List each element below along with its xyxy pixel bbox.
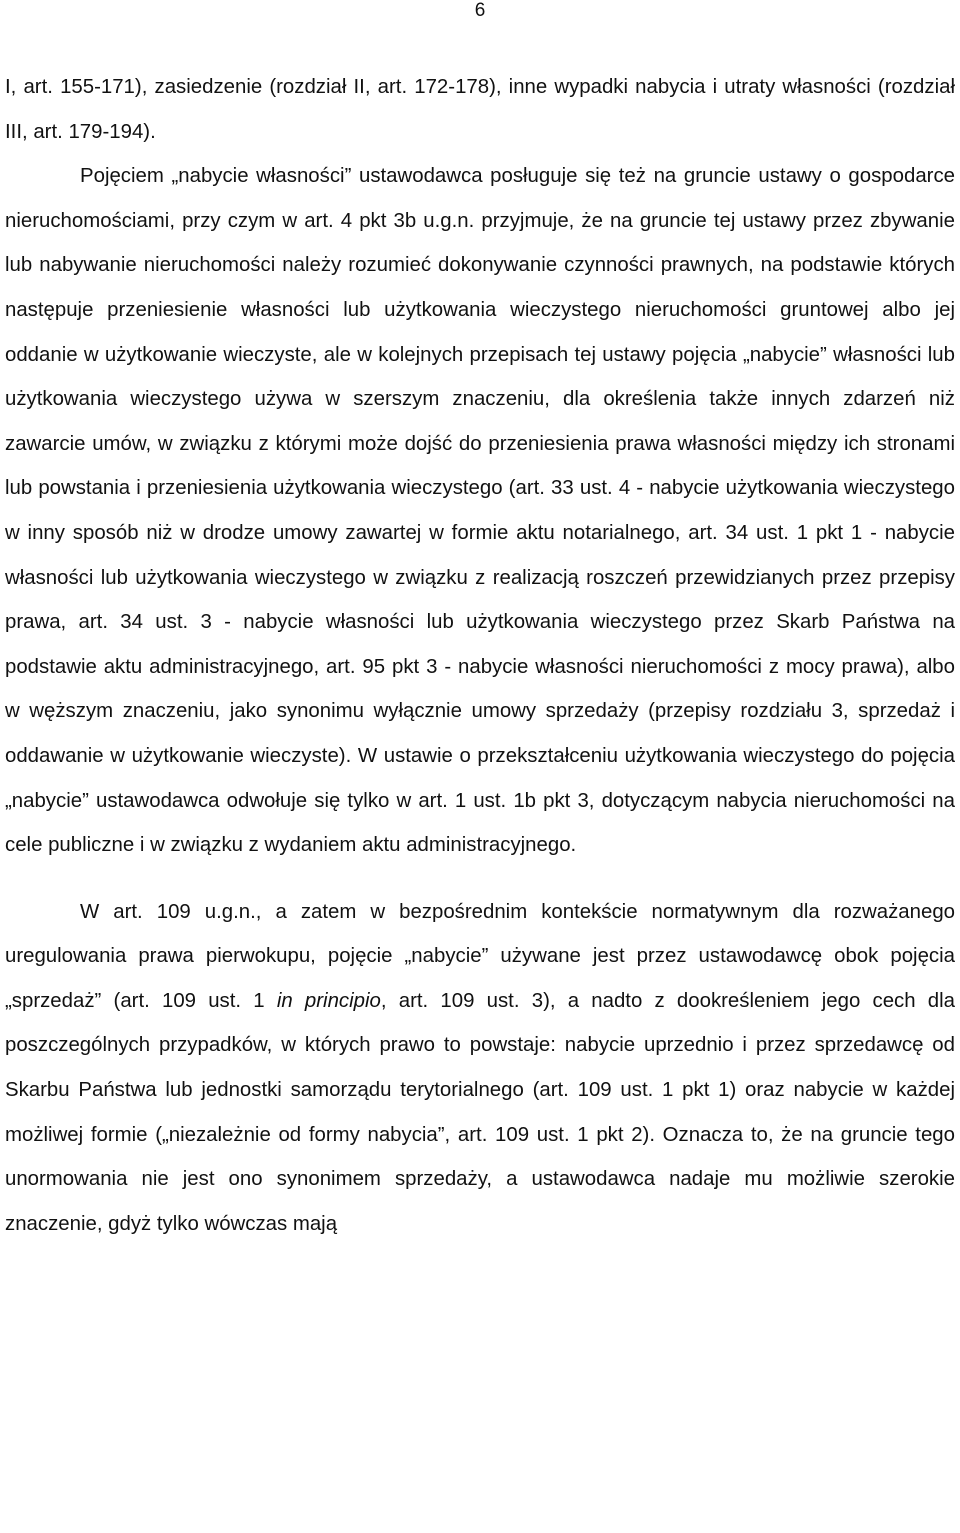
paragraph-spacer [5,868,955,890]
document-body [5,65,955,1246]
paragraph-continuation [5,65,955,154]
paragraph-text: , art. 109 ust. 3), a nadto z dookreśleniem jego cech dla poszczególnych przypadków, w których prawo to powstaje: nabycie uprzednio i przez sprzedawcę od Skarbu Państwa lub jednostki samorządu terytorialnego (art. 109 ust. 1 pkt 1) oraz nabycie w każdej możliwej formie („niezależnie od formy nabycia”, art. 109 ust. 1 pkt 2). Oznacza to, że na gruncie tego unormowania nie jest ono synonimem sprzedaży, a ustawodawca nadaje mu możliwie szerokie znaczenie, gdyż tylko wówczas mają [5,989,955,1235]
paragraph-text: W art. 109 u.g.n., a zatem w bezpośrednim kontekście normatywnym dla rozważanego uregulowania prawa pierwokupu, pojęcie „nabycie” używane jest przez ustawodawcę obok pojęcia „sprzedaż” (art. 109 ust. 1 [5,900,955,1012]
latin-phrase: in principio [276,989,381,1012]
page-number: 6 [474,0,486,21]
paragraph-text: Pojęciem „nabycie własności” ustawodawca posługuje się też na gruncie ustawy o gospodarce nieruchomościami, przy czym w art. 4 pkt 3b u.g.n. przyjmuje, że na gruncie tej ustawy przez zbywanie lub nabywanie nieruchomości należy rozumieć dokonywanie czynności prawnych, na podstawie których następuje przeniesienie własności lub użytkowania wieczystego nieruchomości gruntowej albo jej oddanie w użytkowanie wieczyste, ale w kolejnych przepisach tej ustawy pojęcia „nabycie” własności lub użytkowania wieczystego używa w szerszym znaczeniu, dla określenia także innych zdarzeń niż zawarcie umów, w związku z którymi może dojść do przeniesienia prawa własności między ich stronami lub powstania i przeniesienia użytkowania wieczystego (art. 33 ust. 4 - nabycie użytkowania wieczystego w inny sposób niż w drodze umowy zawartej w formie aktu notarialnego, art. 34 ust. 1 pkt 1 - nabycie własności lub użytkowania wieczystego w związku z realizacją roszczeń przewidzianych przez przepisy prawa, art. 34 ust. 3 - nabycie własności lub użytkowania wieczystego przez Skarb Państwa na podstawie aktu administracyjnego, art. 95 pkt 3 - nabycie własności nieruchomości z mocy prawa), albo w węższym znaczeniu, jako synonimu wyłącznie umowy sprzedaży (przepisy rozdziału 3, sprzedaż i oddawanie w użytkowanie wieczyste). W ustawie o przekształceniu użytkowania wieczystego do pojęcia „nabycie” ustawodawca odwołuje się tylko w art. 1 ust. 1b pkt 3, dotyczącym nabycia nieruchomości na cele publiczne i w związku z wydaniem aktu administracyjnego. [5,165,955,857]
paragraph-nabycie-ugn [5,154,955,868]
paragraph-art-109 [5,890,955,1247]
paragraph-text: I, art. 155-171), zasiedzenie (rozdział II, art. 172-178), inne wypadki nabycia i utraty własności (rozdział III, art. 179-194). [5,76,955,143]
